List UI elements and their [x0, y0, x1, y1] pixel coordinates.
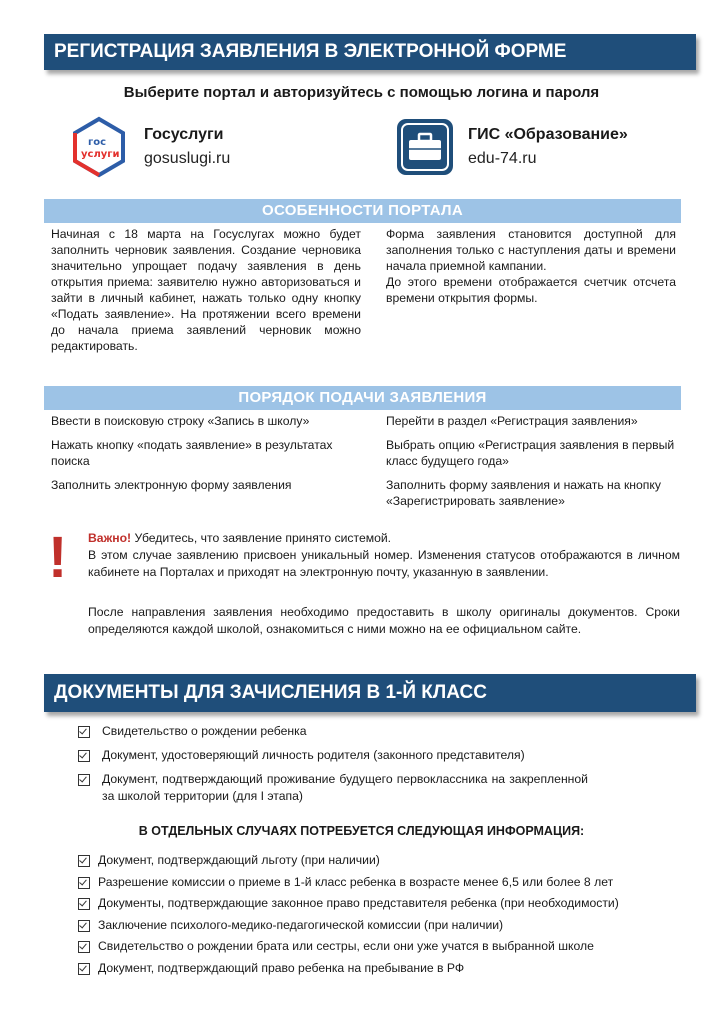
exclamation-icon: ! [48, 525, 68, 590]
page-title: РЕГИСТРАЦИЯ ЗАЯВЛЕНИЯ В ЭЛЕКТРОННОЙ ФОРМЕ [54, 41, 567, 62]
important-notice [88, 530, 680, 581]
gosuslugi-logo-icon [68, 116, 130, 178]
gosuslugi-logo-top: гос [88, 137, 107, 148]
list-item: Разрешение комиссии о приеме в 1-й класс ребенка в возрасте менее 6,5 или более 8 лет [78, 874, 688, 891]
features-right-p2: До этого времени отображается счетчик отсчета времени открытия формы. [386, 275, 676, 305]
portal-edu[interactable] [396, 112, 628, 182]
important-label: Важно! [88, 531, 132, 545]
list-item: Документ, подтверждающий льготу (при наличии) [78, 852, 688, 869]
list-item: Документ, подтверждающий проживание будущего первоклассника на закрепленной за школой территории (для I этапа) [78, 771, 588, 805]
special-documents-list [78, 852, 688, 981]
checkbox-icon [78, 855, 90, 867]
checkbox-icon [78, 726, 90, 738]
list-item: Свидетельство о рождении брата или сестры, если они уже учатся в выбранной школе [78, 938, 688, 955]
checkbox-icon [78, 877, 90, 889]
portal-instruction: Выберите портал и авторизуйтесь с помощью логина и пароля [123, 84, 600, 101]
gosuslugi-logo-bottom: услуги [81, 149, 120, 160]
special-cases-heading: В ОТДЕЛЬНЫХ СЛУЧАЯХ ПОТРЕБУЕТСЯ СЛЕДУЮЩАЯ ИНФОРМАЦИЯ: [138, 824, 585, 838]
features-right-p1: Форма заявления становится доступной для заполнения только с наступления даты и времени начала приемной кампании. [386, 227, 676, 273]
procedure-heading: ПОРЯДОК ПОДАЧИ ЗАЯВЛЕНИЯ [44, 386, 681, 410]
documents-title: ДОКУМЕНТЫ ДЛЯ ЗАЧИСЛЕНИЯ В 1-Й КЛАСС [54, 682, 487, 703]
page-title-banner [44, 34, 696, 70]
procedure-step: Нажать кнопку «подать заявление» в результатах поиска [51, 438, 333, 468]
procedure-step: Заполнить форму заявления и нажать на кнопку «Зарегистрировать заявление» [386, 478, 661, 508]
originals-note: После направления заявления необходимо предоставить в школу оригиналы документов. Сроки определяются каждой школой, ознакомиться с ними можно на ее официальном сайте. [88, 605, 680, 636]
portal-url[interactable]: edu-74.ru [468, 150, 537, 167]
procedure-step: Ввести в поисковую строку «Запись в школу» [51, 414, 310, 428]
list-item: Документ, подтверждающий право ребенка на пребывание в РФ [78, 960, 688, 977]
briefcase-icon [396, 118, 454, 176]
documents-list [78, 723, 588, 812]
checkbox-icon [78, 963, 90, 975]
procedure-step: Перейти в раздел «Регистрация заявления» [386, 414, 638, 428]
checkbox-icon [78, 750, 90, 762]
checkbox-icon [78, 941, 90, 953]
procedure-right-steps [386, 413, 676, 517]
portal-name: Госуслуги [144, 126, 224, 143]
documents-banner [44, 674, 696, 712]
checkbox-icon [78, 774, 90, 786]
list-item: Заключение психолого-медико-педагогической комиссии (при наличии) [78, 917, 688, 934]
important-line1: Убедитесь, что заявление принято системой. [131, 531, 392, 545]
portal-name: ГИС «Образование» [468, 126, 628, 143]
list-item: Документы, подтверждающие законное право представителя ребенка (при необходимости) [78, 895, 688, 912]
features-left-text: Начиная с 18 марта на Госуслугах можно будет заполнить черновик заявления. Создание черновика значительно упрощает подачу заявления в день открытия приема: заявителю нужно авторизоваться и зайти в личный кабинет, нажать только одну кнопку «Подать заявление». На протяжении всего времени до начала приема заявлений черновик можно редактировать. [51, 227, 361, 353]
portal-url[interactable]: gosuslugi.ru [144, 150, 231, 167]
portal-gosuslugi[interactable] [68, 112, 230, 182]
list-item: Свидетельство о рождении ребенка [78, 723, 588, 740]
checkbox-icon [78, 920, 90, 932]
features-heading: ОСОБЕННОСТИ ПОРТАЛА [44, 199, 681, 223]
features-right [386, 226, 676, 306]
important-line2: В этом случае заявлению присвоен уникальный номер. Изменения статусов отображаются в личном кабинете на Порталах и приходят на электронную почту, указанную в заявлении. [88, 548, 680, 579]
procedure-step: Выбрать опцию «Регистрация заявления в первый класс будущего года» [386, 438, 675, 468]
list-item: Документ, удостоверяющий личность родителя (законного представителя) [78, 747, 588, 764]
checkbox-icon [78, 898, 90, 910]
procedure-step: Заполнить электронную форму заявления [51, 478, 292, 492]
procedure-left-steps [51, 413, 363, 501]
